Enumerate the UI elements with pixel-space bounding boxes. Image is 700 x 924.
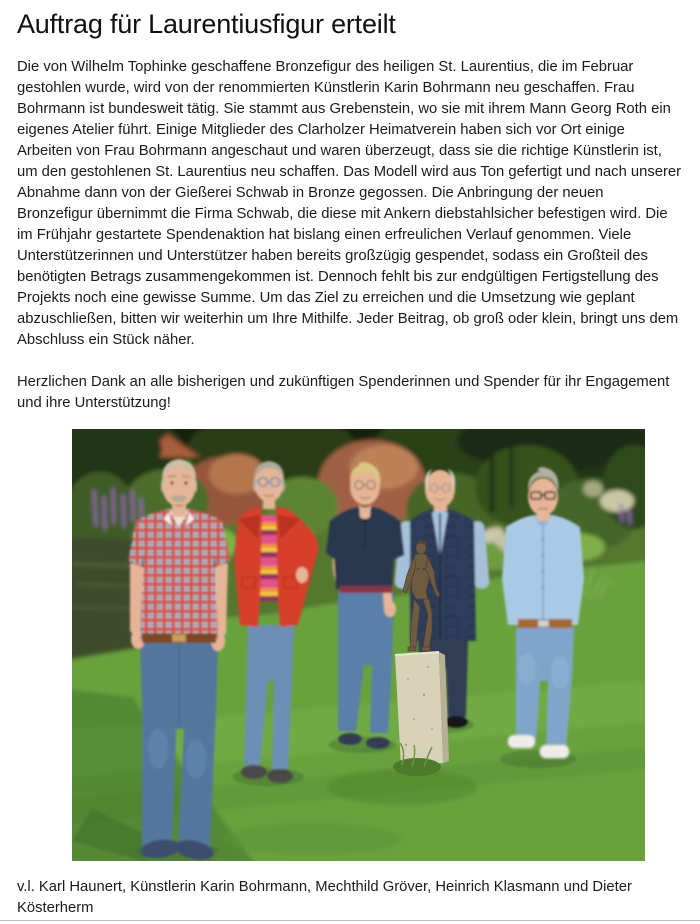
- article-paragraph-thanks: Herzlichen Dank an alle bisherigen und zukünftigen Spenderinnen und Spender für ihr Engagement und ihre Unterstützung!: [17, 374, 670, 411]
- photo-caption: v.l. Karl Haunert, Künstlerin Karin Bohrmann, Mechthild Gröver, Heinrich Klasmann und Dieter Kösterherm: [17, 879, 632, 916]
- page-bottom-border: [0, 920, 700, 921]
- article-photo: [72, 429, 645, 861]
- page-title: Auftrag für Laurentiusfigur erteilt: [17, 9, 396, 39]
- article-paragraph-main: Die von Wilhelm Tophinke geschaffene Bronzefigur des heiligen St. Laurentius, die im Februar gestohlen wurde, wird von der renommierten Künstlerin Karin Bohrmann neu geschaffen. Frau Bohrmann ist bundesweit tätig. Sie stammt aus Grebenstein, wo sie mit ihrem Mann Georg Roth ein eigenes Atelier führt. Einige Mitglieder des Clarholzer Heimatverein haben sich vor Ort einige Arbeiten von Frau Bohrmann angeschaut und waren überzeugt, dass sie die richtige Künstlerin ist, um den gestohlenen St. Laurentius neu schaffen. Das Modell wird aus Ton gefertigt und nach unserer Abnahme dann von der Gießerei Schwab in Bronze gegossen. Die Anbringung der neuen Bronzefigur übernimmt die Firma Schwab, die diese mit Ankern diebstahlsicher befestigen wird. Die im Frühjahr gestartete Spendenaktion hat bislang einen erfreulichen Verlauf genommen. Viele Unterstützerinnen und Unterstützer haben bereits großzügig gespendet, sodass ein Großteil des benötigten Betrags zusammengekommen ist. Dennoch fehlt bis zur endgültigen Fertigstellung des Projekts noch eine gewisse Summe. Um das Ziel zu erreichen und die Umsetzung wie geplant abzuschließen, bitten wir weiterhin um Ihre Mithilfe. Jeder Beitrag, ob groß oder klein, bringt uns dem Abschluss ein Stück näher.: [17, 59, 682, 348]
- garden-photo-illustration: [72, 429, 645, 861]
